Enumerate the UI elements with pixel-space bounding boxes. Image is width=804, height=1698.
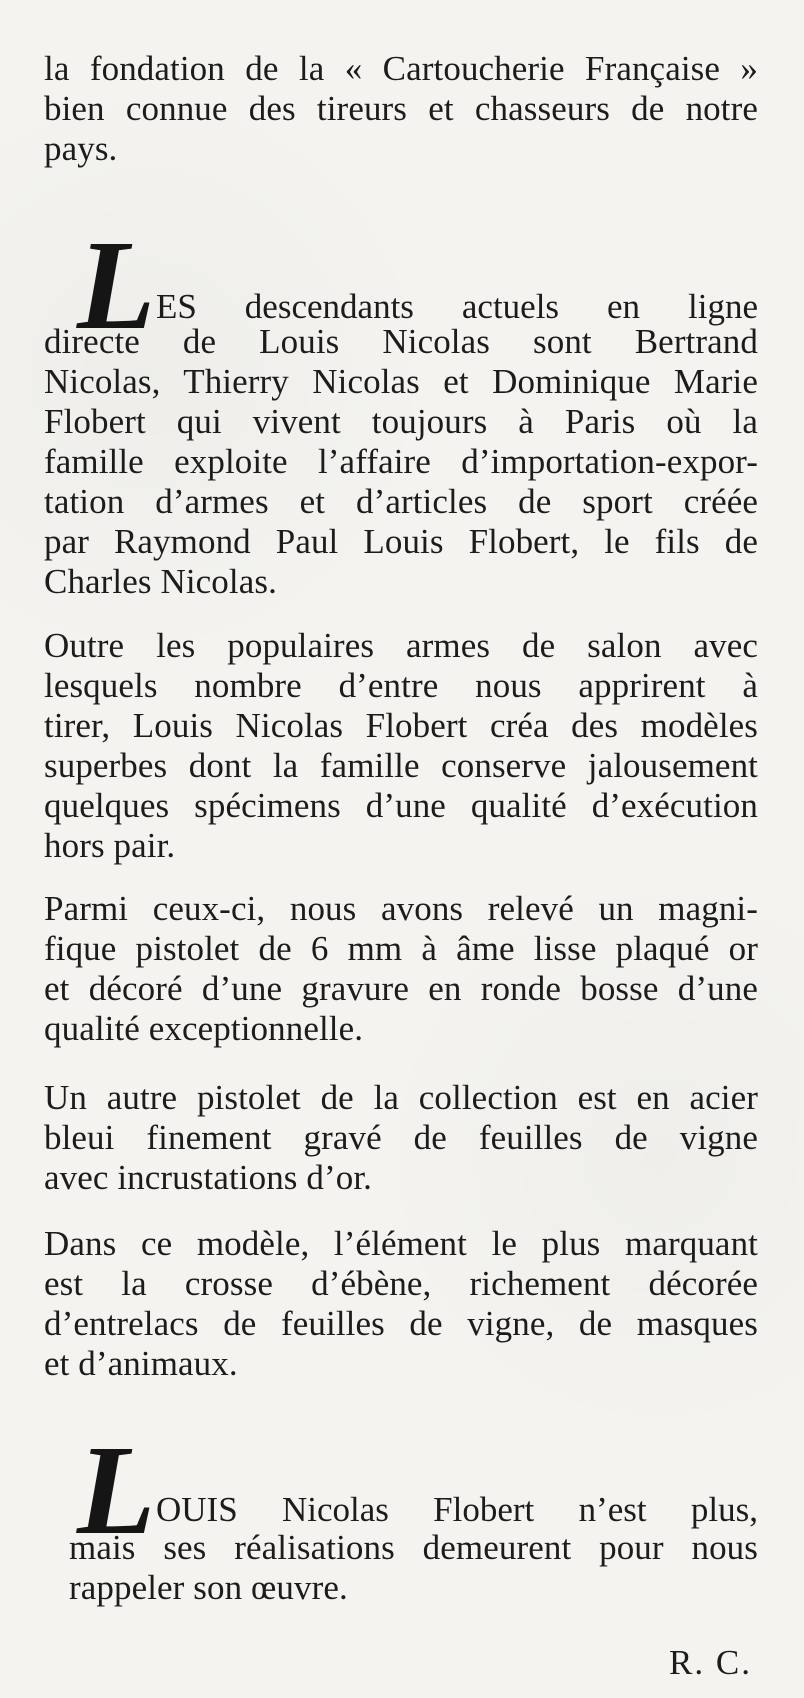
author-signature: R. C. (669, 1643, 752, 1682)
text-line: avec incrustations d’or. (44, 1158, 372, 1197)
paragraph-descendants (44, 322, 758, 602)
text-line: mais ses réalisations demeurent pour nous (69, 1528, 758, 1567)
paragraph-intro (44, 49, 758, 169)
text-line: Nicolas, Thierry Nicolas et Dominique Marie (44, 362, 758, 401)
text-line: superbes dont la famille conserve jalousement (44, 746, 758, 785)
text-line: Un autre pistolet de la collection est en acier (44, 1078, 758, 1117)
paragraph-crosse-ebene (44, 1224, 758, 1384)
text-line: pays. (44, 129, 118, 168)
text-line: et d’animaux. (44, 1344, 238, 1383)
text-line: bien connue des tireurs et chasseurs de notre (44, 89, 758, 128)
text-line: quelques spécimens d’une qualité d’exécution (44, 786, 758, 825)
text-line: Flobert qui vivent toujours à Paris où la (44, 402, 758, 441)
drop-cap-first-line (156, 287, 758, 327)
text-line: Charles Nicolas. (44, 562, 277, 601)
text-line: hors pair. (44, 826, 176, 865)
text-line: OUIS Nicolas Flobert n’est plus, (156, 1490, 758, 1529)
text-line: d’entrelacs de feuilles de vigne, de masques (44, 1304, 758, 1343)
text-line: Outre les populaires armes de salon avec (44, 626, 758, 665)
drop-cap-first-line (156, 1490, 758, 1530)
text-line: bleui finement gravé de feuilles de vigne (44, 1118, 758, 1157)
text-line: famille exploite l’affaire d’importation-expor- (44, 442, 758, 481)
text-line: tation d’armes et d’articles de sport créée (44, 482, 758, 521)
paragraph-acier-bleui (44, 1078, 758, 1198)
text-line: rappeler son œuvre. (69, 1568, 348, 1607)
text-line: tirer, Louis Nicolas Flobert créa des modèles (44, 706, 758, 745)
text-line: ES descendants actuels en ligne (156, 287, 758, 326)
text-line: la fondation de la « Cartoucherie Française » (44, 49, 758, 88)
text-line: directe de Louis Nicolas sont Bertrand (44, 322, 758, 361)
paragraph-conclusion (69, 1528, 758, 1608)
drop-cap-letter: L (77, 1419, 156, 1561)
text-line: Parmi ceux-ci, nous avons relevé un magni- (44, 889, 758, 928)
text-line: lesquels nombre d’entre nous apprirent à (44, 666, 758, 705)
text-line: Dans ce modèle, l’élément le plus marquant (44, 1224, 758, 1263)
drop-cap-letter: L (77, 214, 156, 356)
text-line: et décoré d’une gravure en ronde bosse d’une (44, 969, 758, 1008)
text-line: qualité exceptionnelle. (44, 1009, 364, 1048)
text-line: fique pistolet de 6 mm à âme lisse plaqué or (44, 929, 758, 968)
text-line: par Raymond Paul Louis Flobert, le fils de (44, 522, 758, 561)
paragraph-pistolet-or (44, 889, 758, 1049)
text-line: est la crosse d’ébène, richement décorée (44, 1264, 758, 1303)
paragraph-armes-salon (44, 626, 758, 866)
